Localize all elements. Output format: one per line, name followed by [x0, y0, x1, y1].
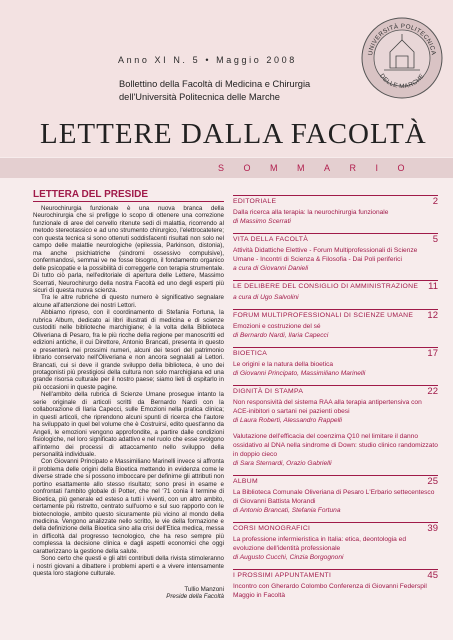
toc-page-number: 25	[427, 476, 438, 487]
toc-article-title: Dalla ricerca alla terapia: la neurochirurgia funzionale	[233, 209, 389, 216]
toc-entry[interactable]	[233, 522, 438, 562]
toc-section-label: BIOETICA	[233, 350, 268, 357]
toc-entry[interactable]	[233, 347, 438, 378]
toc-entry[interactable]	[233, 569, 438, 600]
lettera-divider	[33, 201, 224, 202]
svg-text:DELLE MARCHE: DELLE MARCHE	[378, 72, 426, 91]
toc-page-number: 22	[427, 386, 438, 397]
toc-entry-header	[233, 283, 438, 293]
toc-entry[interactable]	[233, 233, 438, 273]
toc-article-title: La Biblioteca Comunale Oliveriana di Pesaro L'Erbario settecentesco di Giovanni Battista Morandi	[233, 489, 435, 505]
toc-entry-header	[233, 198, 438, 208]
toc-author: a cura di Giovanni Danieli	[233, 265, 309, 272]
toc-entry[interactable]	[233, 475, 438, 515]
toc-entry-header	[233, 350, 438, 360]
toc-page-number: 11	[428, 281, 438, 292]
lettera-paragraph: Nell'ambito della rubrica di Scienze Umane prosegue intanto la serie originale di articoli scritti da Bernardo Nardi con la collaborazione di Ilaria Capecci, sulle Emozioni nella pratica clinica; in questi articoli, che riprendono alcuni spunti di ricerca che l'autore ha sviluppato in quel bel volume che è Costruirsi, edito quest'anno da Angeli, le emozioni vengono approfondite, a partire dalle condizioni fisiologiche, nel loro significato adattivo e nel ruolo che esse svolgono all'interno dei processi di attaccamento nello sviluppo della personalità individuale.	[33, 391, 224, 458]
toc-author: di Massimo Scerrati	[233, 218, 291, 225]
toc-entry-header	[233, 236, 438, 246]
lettera-paragraph: Sono certo che questi e gli altri contributi della rivista stimoleranno i nostri giovani a dibattere i problemi aperti e a vivere intensamente questa loro stagione culturale.	[33, 555, 224, 578]
toc-section-label: EDITORIALE	[233, 198, 277, 205]
toc-article-title: Attività Didattiche Elettive - Forum Multiprofessionali di Scienze Umane - Incontri di Scienza & Filosofia - Dai Poli periferici	[233, 247, 418, 263]
toc-entry[interactable]	[233, 432, 438, 468]
lettera-paragraph: Neurochirurgia funzionale è una nuova branca della Neurochirurgia che si prefigge lo scopo di ottenere una correzione funzionale di aree del cervello ritenute sedi di malattia, ricorrendo al metodo stereotassico e ad uno strumento chirurgico, l'elettrocatetere; con questa tecnica si sono ottenuti soddisfacenti risultati non solo nel campo delle malattie neurologiche (epilessia, Parkinson, distonia), ma anche psichiatriche (sindromi ossessivo compulsive), confermandosi, semmai ve ne fosse bisogno, il fondamento organico delle psicopatie e la possibilità di correggerle con terapia strumentale. Di tutto ciò parla, nell'editoriale di apertura delle Lettere, Massimo Scerrati, Neurochirurgo della nostra Facoltà ed uno degli esperti più sicuri di questa nuova scienza.	[33, 205, 224, 294]
toc-section-label: VITA DELLA FACOLTÀ	[233, 236, 309, 243]
toc-entry-header	[233, 312, 438, 322]
toc-entry-header	[233, 388, 438, 398]
signature	[33, 586, 224, 601]
bulletin-subtitle	[119, 78, 349, 104]
toc-article-title: Emozioni e costruzione del sé	[233, 323, 321, 330]
svg-text:UNIVERSITÀ POLITECNICA: UNIVERSITÀ POLITECNICA	[367, 22, 437, 56]
toc-entry[interactable]	[233, 195, 438, 226]
lettera-paragraph: Tra le altre rubriche di questo numero è significativo segnalare alcune all'attenzione dei nostri Lettori.	[33, 294, 224, 309]
toc-author: di Sara Sternardi, Orazio Gabrielli	[233, 460, 332, 467]
signature-name: Tullio Manzoni	[184, 585, 224, 593]
lettera-body	[33, 205, 224, 578]
toc-section-label: CORSI MONOGRAFICI	[233, 525, 311, 532]
toc-entry[interactable]	[233, 385, 438, 425]
toc-entry[interactable]	[233, 309, 438, 340]
signature-role: Preside della Facoltà	[166, 593, 224, 601]
toc-author: di Laura Roberti, Alessandro Rappelli	[233, 417, 342, 424]
toc-author: a cura di Ugo Salvolini	[233, 294, 299, 301]
lettera-title: LETTERA DEL PRESIDE	[33, 189, 149, 200]
toc-author: di Bernardo Nardi, Ilaria Capecci	[233, 332, 329, 339]
lettera-column	[33, 189, 224, 601]
toc-article-title: La professione infermieristica in Italia: etica, deontologia ed evoluzione dell'identità professionale	[233, 536, 407, 552]
toc-page-number: 12	[427, 310, 438, 321]
toc-page-number: 2	[432, 196, 438, 207]
toc-entry-header	[233, 525, 438, 535]
masthead	[0, 0, 453, 157]
issue-line: Anno XI N. 5 • Maggio 2008	[118, 55, 297, 65]
toc-author: di Giovanni Principato, Massimiliano Marinelli	[233, 370, 366, 377]
subtitle-line-2: dell'Università Politecnica delle Marche	[119, 92, 280, 102]
journal-title: LETTERE DALLA FACOLTÀ	[40, 118, 427, 150]
university-seal-logo	[360, 16, 444, 100]
lettera-paragraph: Abbiamo ripreso, con il coordinamento di Stefania Fortuna, la rubrica Album, dedicato ai libri illustrati di medicina e di scienze custoditi nelle biblioteche marchigiane; è la volta della Biblioteca Oliveriana di Pesaro, fra le più ricche della regione per manoscritti ed edizioni antiche, il cui Direttore, Antonio Brancati, presenta in questo e presenterà nei prossimi numeri, alcuni dei tesori del patrimonio librario conservato nell'Oliveriana e non ancora segnalati ai Lettori. Brancati, cui si deve il grande sviluppo della biblioteca, è uno dei protagonisti più prestigiosi della cultura non solo marchigiana ed una grande risorsa culturale per il nostro paese; siamo lieti di ospitarlo in più occasioni in queste pagine.	[33, 309, 224, 391]
toc-page-number: 5	[432, 234, 438, 245]
toc-section-label: FORUM MULTIPROFESSIONALI DI SCIENZE UMANE	[233, 312, 414, 319]
toc-entry-header	[233, 478, 438, 488]
toc-article-title: Non responsività del sistema RAA alla terapia antipertensiva con ACE-inibitori o sartani nei pazienti obesi	[233, 399, 422, 415]
sommario-band	[0, 158, 453, 178]
lettera-paragraph: Con Giovanni Principato e Massimiliano Marinelli invece si affronta il problema delle origini della Bioetica mettendo in evidenza come le diverse strade che si possono imboccare per definirne gli attributi non portino esattamente allo stesso risultato; sono presi in esame e confrontati l'ambito globale di Potter, che nel '71 conia il termine di Bioetica, più generale ed esteso a tutti i viventi, con un altro ambito, certamente più ristretto, centrato sull'uomo e sul suo rapporto con le biotecnologie, ambito questo sicuramente più vicino al mondo della medicina. Vengono analizzate nello scritto, le vie della formazione e della definizione della Bioetica sino alla crisi dell'Etica medica, messa in difficoltà dal progresso tecnologico, che ha reso sempre più complessa la decisione clinica e dagli aspetti economici che oggi caratterizzano la gestione della salute.	[33, 458, 224, 555]
toc-page-number: 45	[427, 570, 438, 581]
toc-section-label: I PROSSIMI APPUNTAMENTI	[233, 572, 332, 579]
toc-page-number: 17	[427, 348, 438, 359]
toc-page-number: 39	[427, 523, 438, 534]
subtitle-line-1: Bollettino della Facoltà di Medicina e Chirurgia	[119, 79, 311, 89]
toc-article-title: Incontro con Gherardo Colombo Conferenza di Giovanni Federspil Maggio in Facoltà	[233, 583, 427, 599]
sommario-label: SOMMARIO	[218, 163, 425, 173]
toc-article-title: Valutazione dell'efficacia del coenzima Q10 nel limitare il danno ossidativo al DNA nella sindrome di Down: studio clinico randomizzato in doppio cieco	[233, 433, 438, 458]
toc-entry-header	[233, 572, 438, 582]
toc-article-title: Le origini e la natura della bioetica	[233, 361, 334, 368]
toc-author: di Augusto Cucchi, Cinzia Borgognoni	[233, 554, 344, 561]
table-of-contents	[233, 195, 438, 607]
toc-section-label: ALBUM	[233, 478, 258, 485]
toc-author: di Antonio Brancati, Stefania Fortuna	[233, 507, 341, 514]
toc-section-label: LE DELIBERE DEL CONSIGLIO DI AMMINISTRAZIONE	[233, 283, 419, 290]
toc-entry[interactable]	[233, 280, 438, 302]
toc-section-label: DIGNITÀ DI STAMPA	[233, 388, 304, 395]
